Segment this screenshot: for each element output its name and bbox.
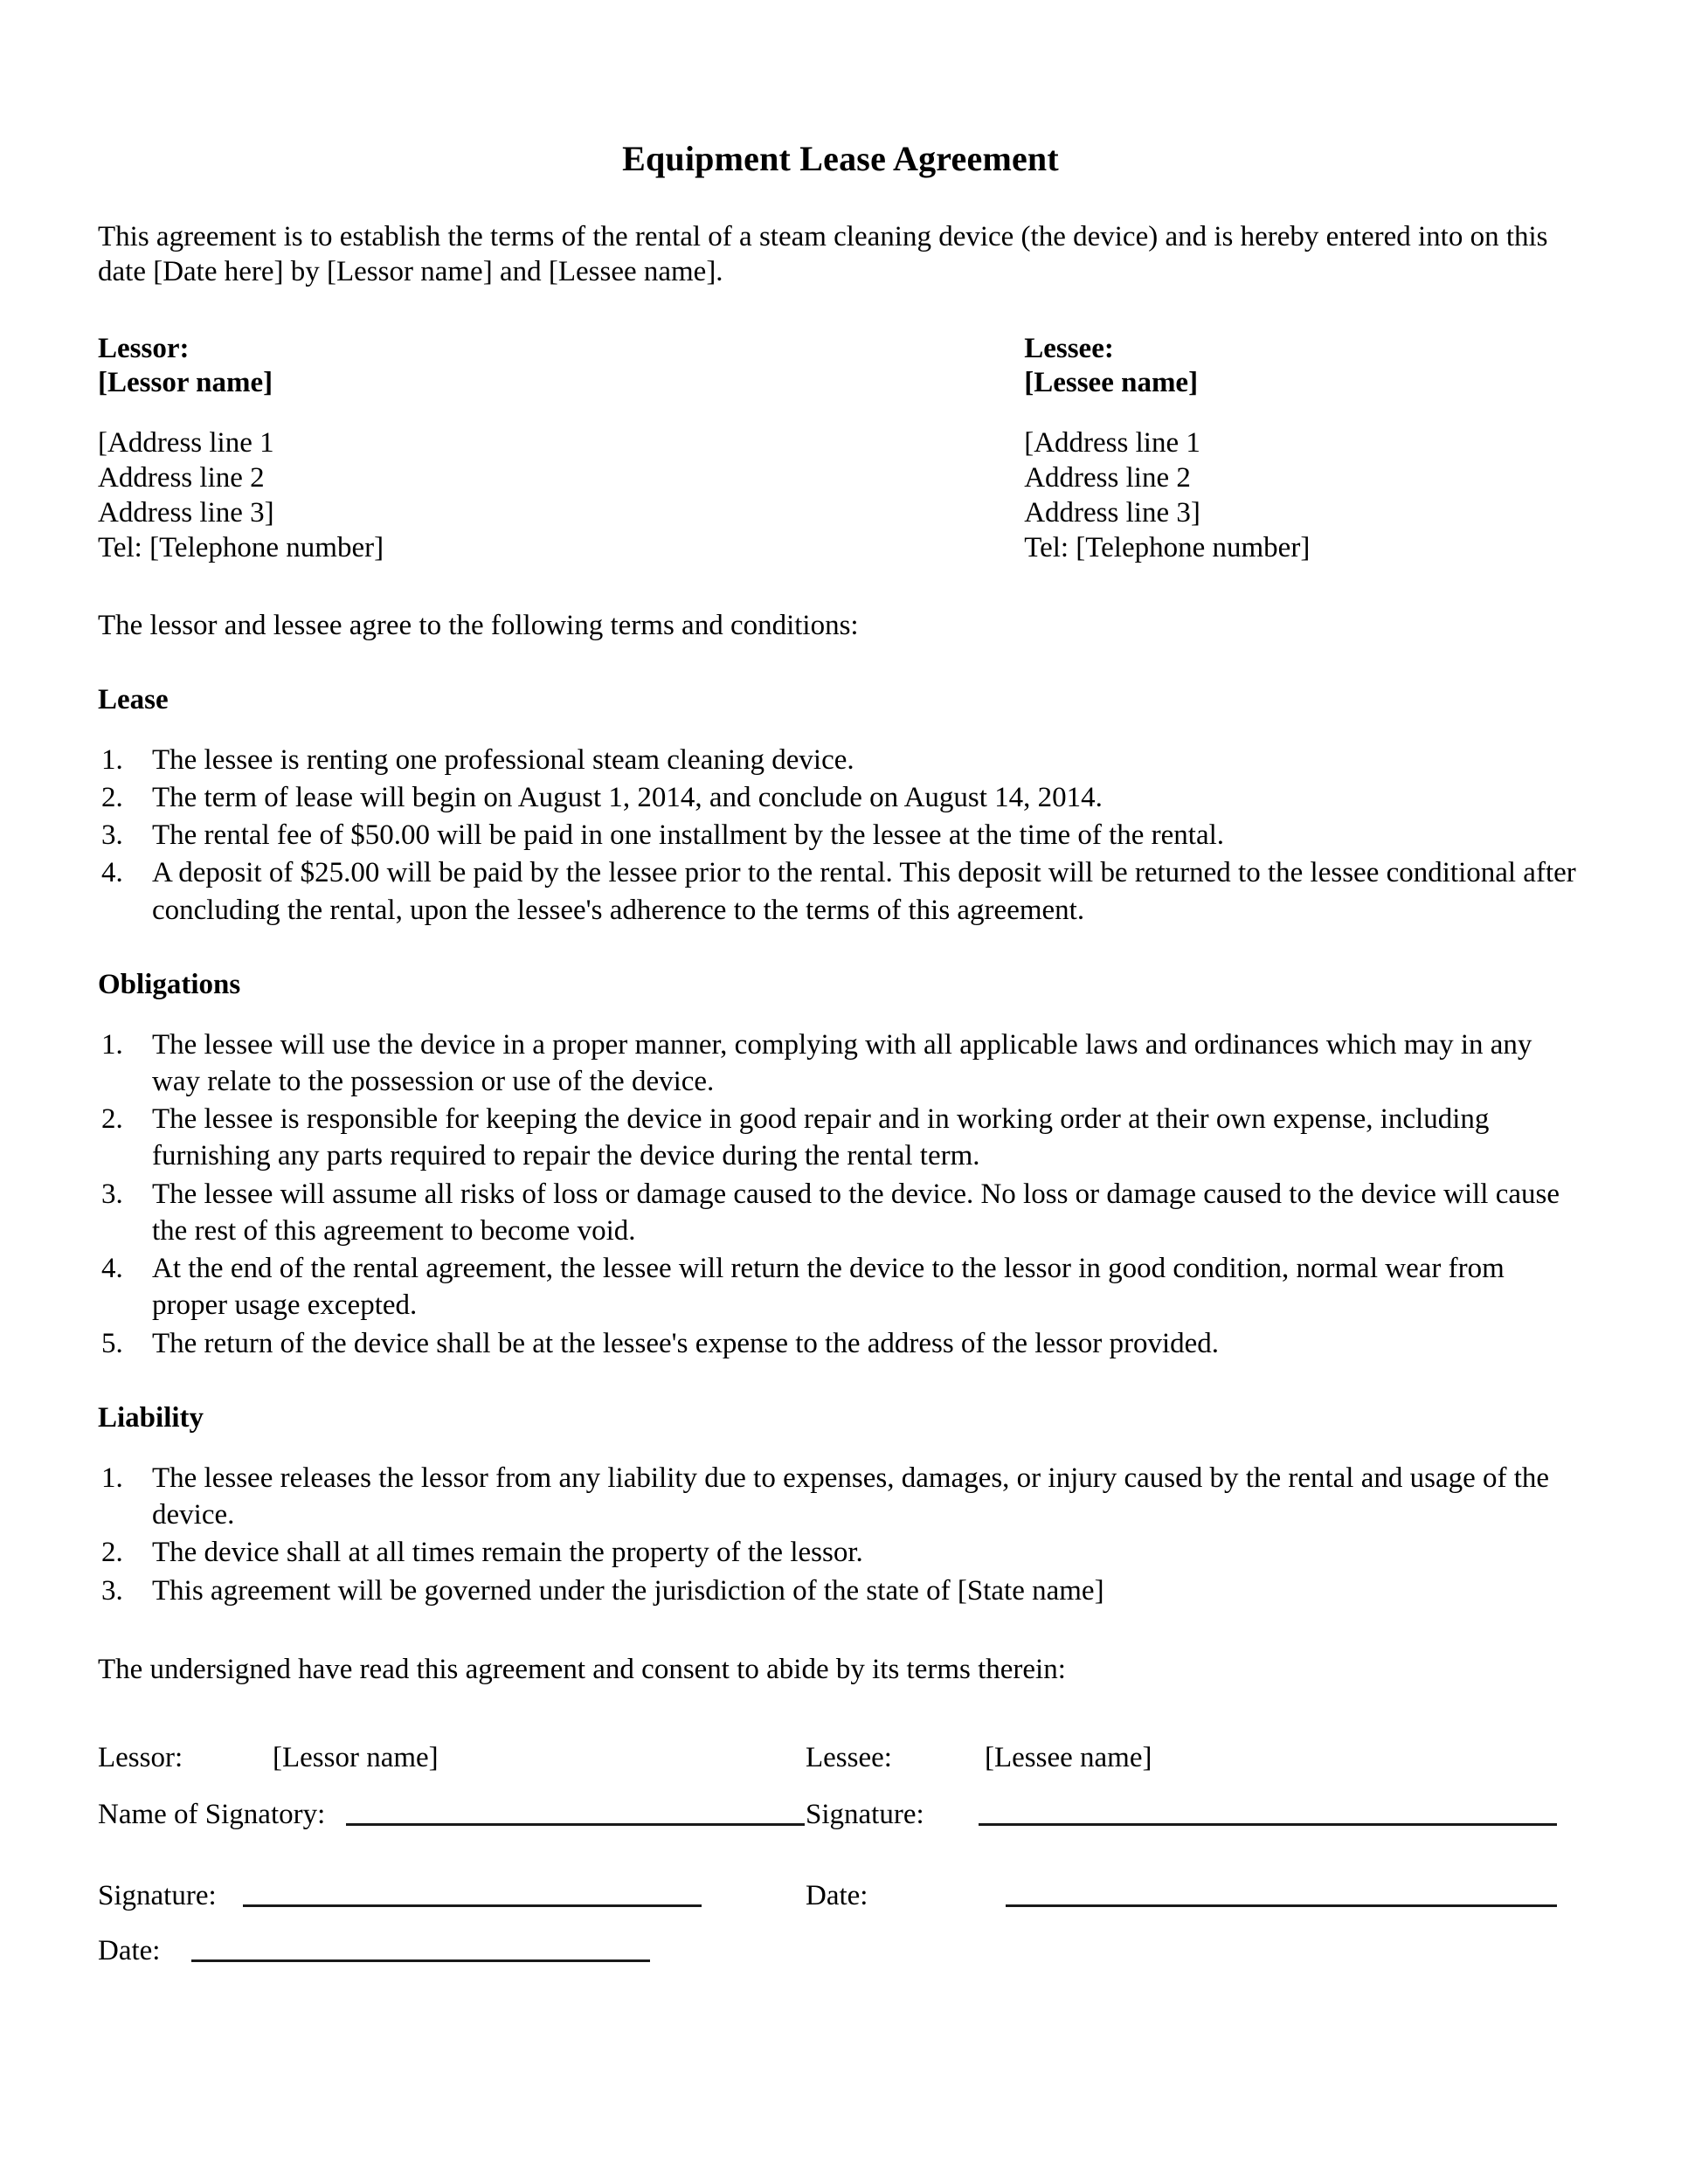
signature-names-row <box>98 1742 1583 1774</box>
signature-lessor-label: Lessor: <box>98 1741 183 1773</box>
list-item: The lessee is responsible for keeping the device in good repair and in working order at their own expense, including furnishing any parts required to repair the device during the rental term. <box>152 1103 1490 1172</box>
lessor-date-cell <box>98 1935 806 1967</box>
list-item: The return of the device shall be at the lessee's expense to the address of the lessor provided. <box>152 1327 1220 1359</box>
lessor-address-line-3: Address line 3] <box>98 496 274 529</box>
lessee-signature-cell <box>806 1799 1557 1831</box>
lessee-date-input-line[interactable] <box>1006 1904 1557 1907</box>
list-item: The lessee will use the device in a proper manner, complying with all applicable laws and ordinances which may in any way relate to the possession or use of the device. <box>152 1028 1532 1097</box>
lessor-signature-label: Signature: <box>98 1879 217 1911</box>
section-heading-lease: Lease <box>98 683 169 715</box>
lessor-signature-row <box>98 1880 1583 1912</box>
list-item: At the end of the rental agreement, the lessee will return the device to the lessor in good condition, normal wear from proper usage excepted. <box>152 1253 1505 1322</box>
list-item: The term of lease will begin on August 1, 2014, and conclude on August 14, 2014. <box>152 781 1103 813</box>
undersigned-statement: The undersigned have read this agreement and consent to abide by its terms therein: <box>98 1653 1066 1685</box>
lessor-column <box>98 332 1024 566</box>
lessee-address-line-1: [Address line 1 <box>1024 427 1200 460</box>
lessor-address <box>98 426 1024 566</box>
lessee-role-label: Lessee: <box>1024 332 1114 364</box>
intro-paragraph: This agreement is to establish the terms of the rental of a steam cleaning device (the device) and is hereby entered into on this date [Date here] by [Lessor name] and [Lessee name]. <box>98 221 1548 287</box>
lessor-date-input-line[interactable] <box>191 1959 650 1962</box>
signatory-name-row <box>98 1799 1583 1831</box>
signature-block <box>98 1742 1583 1967</box>
lessee-signature-label: Signature: <box>806 1798 924 1830</box>
name-of-signatory-label: Name of Signatory: <box>98 1798 326 1830</box>
signature-lessor-name-cell <box>98 1742 806 1774</box>
signature-lessee-name-value: [Lessee name] <box>985 1741 1152 1773</box>
document-content <box>98 0 1583 1967</box>
lessor-name: [Lessor name] <box>98 367 273 399</box>
list-item: This agreement will be governed under the jurisdiction of the state of [State name] <box>152 1574 1104 1607</box>
section-heading-liability: Liability <box>98 1401 204 1434</box>
name-of-signatory-input-line[interactable] <box>346 1823 805 1826</box>
lessee-address-line-2: Address line 2 <box>1024 461 1191 494</box>
list-item: The device shall at all times remain the property of the lessor. <box>152 1537 863 1569</box>
name-of-signatory-cell <box>98 1799 806 1831</box>
lessee-address-line-3: Address line 3] <box>1024 496 1200 529</box>
parties-section <box>98 332 1583 566</box>
lessor-date-row <box>98 1935 1583 1967</box>
lessor-address-line-1: [Address line 1 <box>98 427 274 460</box>
lessee-address <box>1024 426 1583 566</box>
lessor-role-label: Lessor: <box>98 332 190 364</box>
list-item: The rental fee of $50.00 will be paid in one installment by the lessee at the time of the rental. <box>152 819 1225 852</box>
list-item: The lessee will assume all risks of loss or damage caused to the device. No loss or damage caused to the device will cause the rest of this agreement to become void. <box>152 1178 1560 1247</box>
lessor-date-label: Date: <box>98 1934 161 1966</box>
terms-lead-in: The lessor and lessee agree to the following terms and conditions: <box>98 609 859 641</box>
lessee-telephone: Tel: [Telephone number] <box>1024 531 1311 563</box>
section-heading-obligations: Obligations <box>98 968 241 1000</box>
list-item: A deposit of $25.00 will be paid by the lessee prior to the rental. This deposit will be returned to the lessee conditional after concluding the rental, upon the lessee's adherence to the terms of this agreement. <box>152 857 1576 926</box>
list-item: The lessee is renting one professional steam cleaning device. <box>152 743 854 776</box>
lessor-signature-cell <box>98 1880 806 1912</box>
lessee-date-label: Date: <box>806 1879 868 1911</box>
lessee-signature-input-line[interactable] <box>979 1823 1557 1826</box>
lease-terms-list <box>98 742 1583 929</box>
obligations-terms-list <box>98 1026 1583 1362</box>
lessor-telephone: Tel: [Telephone number] <box>98 531 384 563</box>
signature-lessor-name-value: [Lessor name] <box>273 1741 439 1773</box>
signature-lessee-name-cell <box>806 1742 1557 1774</box>
list-item: The lessee releases the lessor from any liability due to expenses, damages, or injury caused by the rental and usage of the device. <box>152 1462 1550 1531</box>
liability-terms-list <box>98 1460 1583 1609</box>
signature-lessee-label: Lessee: <box>806 1741 892 1773</box>
lessor-address-line-2: Address line 2 <box>98 461 265 494</box>
lessee-name: [Lessee name] <box>1024 367 1199 399</box>
page-title: Equipment Lease Agreement <box>622 139 1059 178</box>
lessor-signature-input-line[interactable] <box>243 1904 702 1907</box>
lessee-column <box>1024 332 1583 566</box>
lessee-date-cell <box>806 1880 1557 1912</box>
